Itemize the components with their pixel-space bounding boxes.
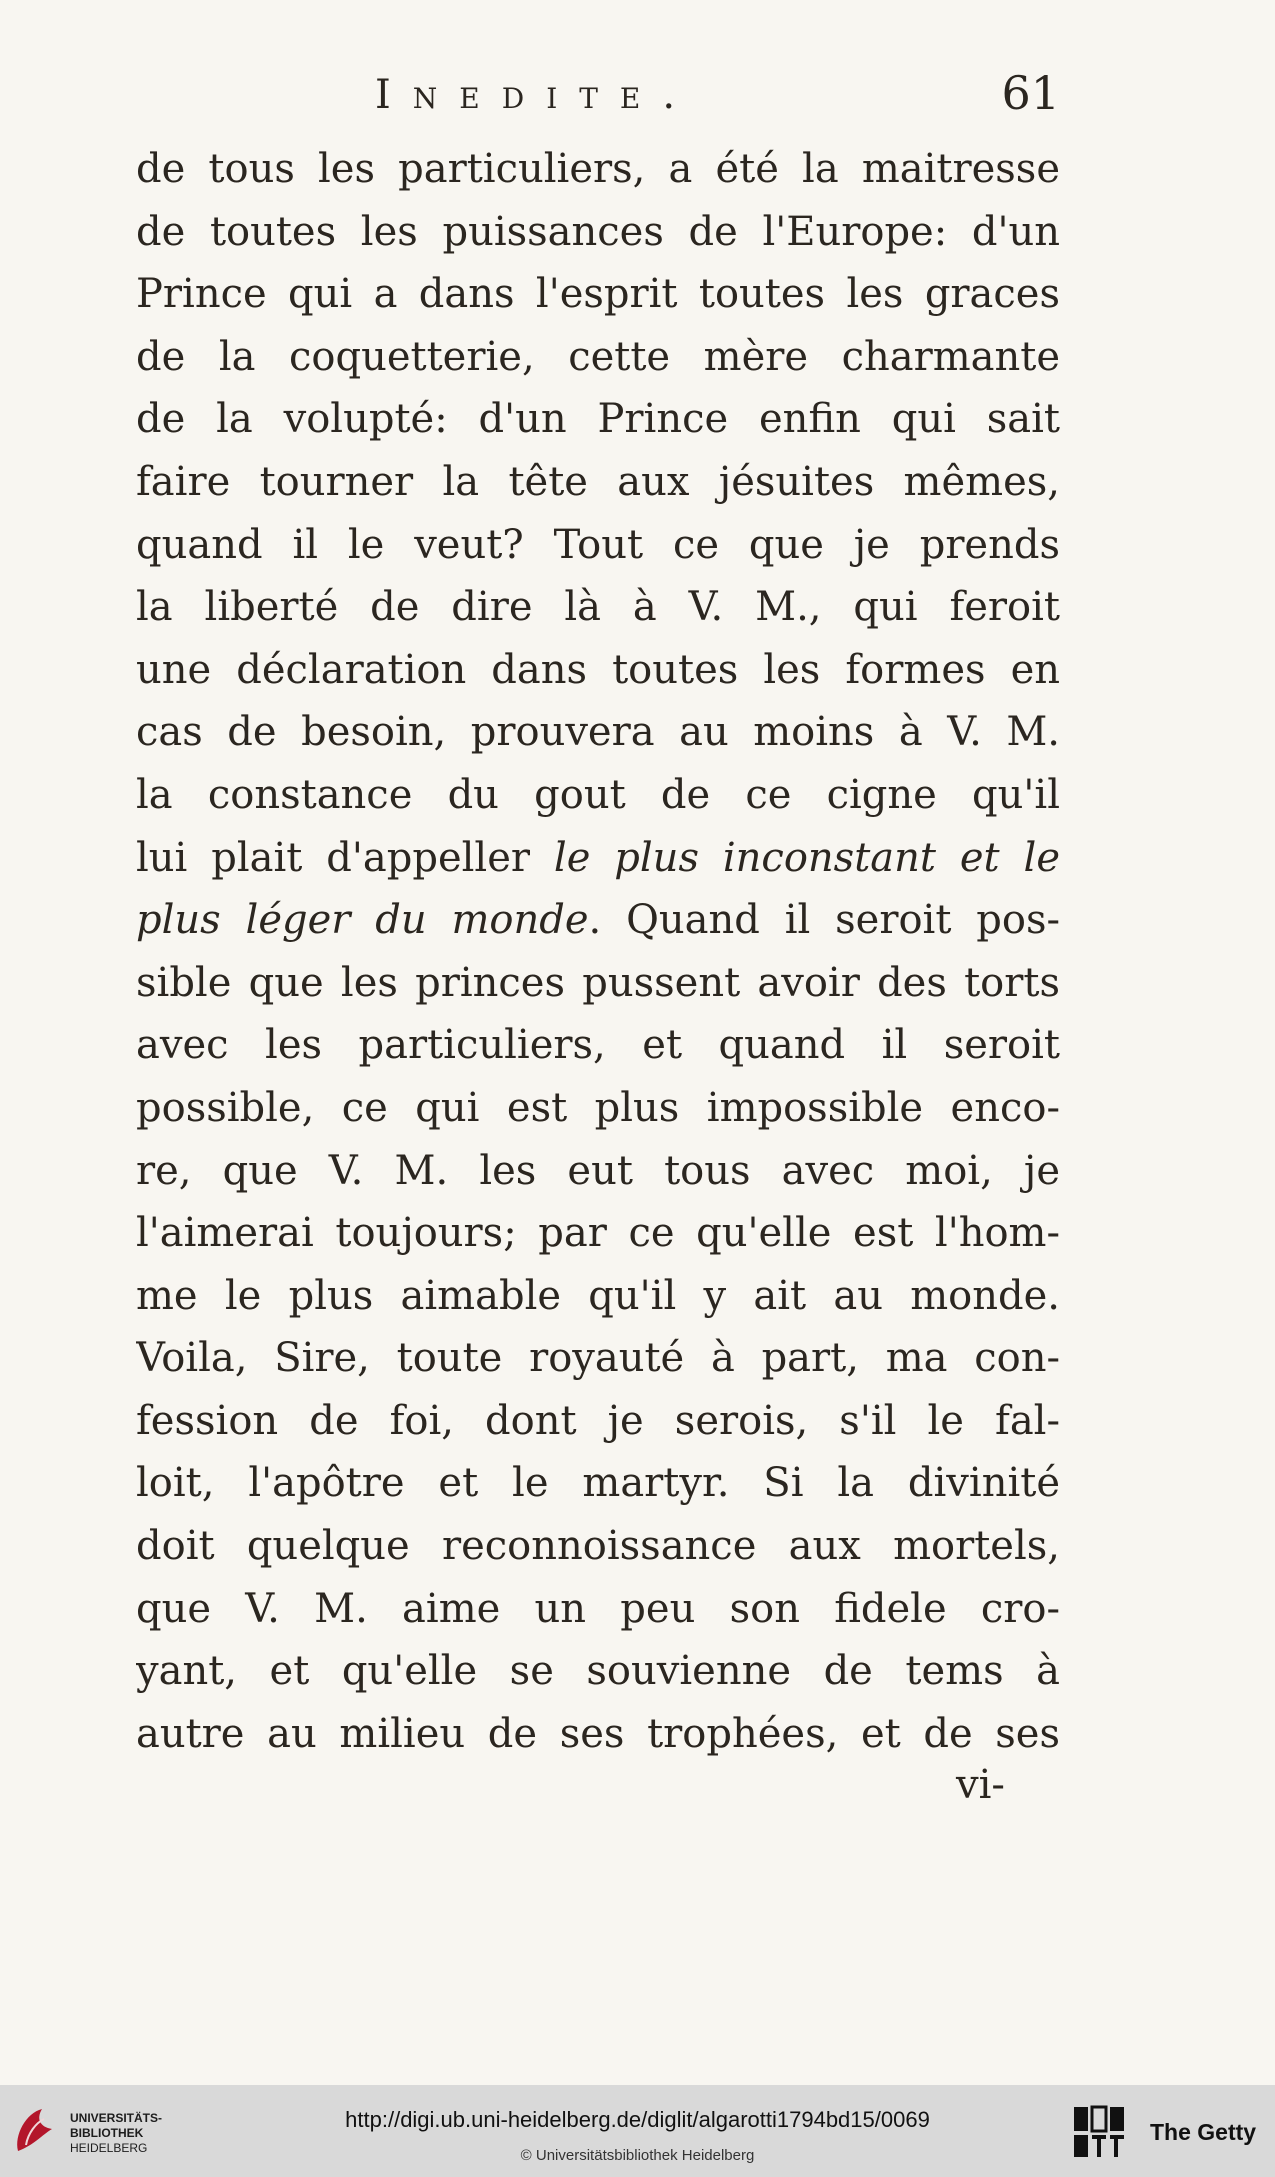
italic-text-run: le plus inconstant et le — [553, 834, 1060, 881]
text-line — [136, 1077, 1060, 1140]
text-run: la constance du gout de ce cigne qu'il — [136, 771, 1060, 818]
text-line — [136, 701, 1060, 764]
text-line — [136, 1703, 1060, 1766]
text-run: Voila, Sire, toute royauté à part, ma con- — [136, 1335, 1060, 1382]
text-line — [136, 451, 1060, 514]
text-run: re, que V. M. les eut tous avec moi, je — [136, 1147, 1060, 1194]
getty-logo[interactable] — [1072, 2105, 1267, 2163]
text-run: de la volupté: d'un Prince enfin qui sait — [136, 396, 1060, 443]
text-run: une déclaration dans toutes les formes en — [136, 646, 1060, 693]
italic-text-run: plus léger du monde — [136, 897, 589, 944]
text-run: fession de foi, dont je serois, s'il le fal- — [136, 1397, 1060, 1444]
text-line — [136, 514, 1060, 577]
text-line — [136, 1515, 1060, 1578]
text-line — [136, 1390, 1060, 1453]
text-line — [136, 827, 1060, 890]
text-line — [136, 1140, 1060, 1203]
text-line — [136, 138, 1060, 201]
text-line — [136, 639, 1060, 702]
partner-name: The Getty — [1150, 2119, 1257, 2145]
text-run: quand il le veut? Tout ce que je prends — [136, 521, 1060, 568]
text-line — [136, 201, 1060, 264]
text-line — [136, 1578, 1060, 1641]
text-run: la liberté de dire là à V. M., qui feroit — [136, 584, 1060, 631]
running-title: Inedite. — [375, 72, 698, 118]
viewer-footer — [0, 2085, 1275, 2177]
page-url-link[interactable]: http://digi.ub.uni-heidelberg.de/diglit/algarotti1794bd15/0069 — [345, 2107, 930, 2132]
text-run: avec les particuliers, et quand il seroit — [136, 1022, 1060, 1069]
text-line — [136, 576, 1060, 639]
text-run: loit, l'apôtre et le martyr. Si la divinité — [136, 1460, 1060, 1507]
text-run: autre au milieu de ses trophées, et de ses — [136, 1710, 1060, 1757]
text-line — [136, 889, 1060, 952]
library-name: UNIVERSITÄTS- BIBLIOTHEK HEIDELBERG — [70, 2111, 163, 2155]
text-run: sible que les princes pussent avoir des torts — [136, 959, 1060, 1006]
getty-mark-icon — [1072, 2105, 1126, 2161]
page-header — [140, 66, 1060, 132]
text-line — [136, 326, 1060, 389]
text-run: cas de besoin, prouvera au moins à V. M. — [136, 709, 1060, 756]
text-run: doit quelque reconnoissance aux mortels, — [136, 1523, 1060, 1570]
text-line — [136, 388, 1060, 451]
text-run: me le plus aimable qu'il y ait au monde. — [136, 1272, 1060, 1319]
text-run: Prince qui a dans l'esprit toutes les graces — [136, 271, 1060, 318]
text-line — [136, 1014, 1060, 1077]
page-number: 61 — [1001, 66, 1060, 120]
text-run: yant, et qu'elle se souvienne de tems à — [136, 1648, 1060, 1695]
text-run: l'aimerai toujours; par ce qu'elle est l'hom- — [136, 1210, 1060, 1257]
text-run: lui plait d'appeller — [136, 834, 554, 881]
text-line — [136, 1452, 1060, 1515]
text-run: possible, ce qui est plus impossible enco- — [136, 1084, 1060, 1131]
text-run: de tous les particuliers, a été la maitresse — [136, 146, 1060, 192]
text-run: faire tourner la tête aux jésuites mêmes, — [136, 458, 1060, 505]
copyright-notice: © Universitätsbibliothek Heidelberg — [520, 2147, 755, 2164]
text-line — [136, 1327, 1060, 1390]
text-line — [136, 263, 1060, 326]
catchword: vi- — [956, 1762, 1005, 1808]
text-run: de la coquetterie, cette mère charmante — [136, 333, 1060, 380]
body-text — [136, 138, 1060, 1765]
text-run: . Quand il seroit pos- — [588, 897, 1060, 944]
text-run: de toutes les puissances de l'Europe: d'un — [136, 208, 1060, 255]
text-line — [136, 1202, 1060, 1265]
text-line — [136, 952, 1060, 1015]
text-line — [136, 764, 1060, 827]
text-line — [136, 1265, 1060, 1328]
text-line — [136, 1640, 1060, 1703]
text-run: que V. M. aime un peu son fidele cro- — [136, 1585, 1060, 1632]
